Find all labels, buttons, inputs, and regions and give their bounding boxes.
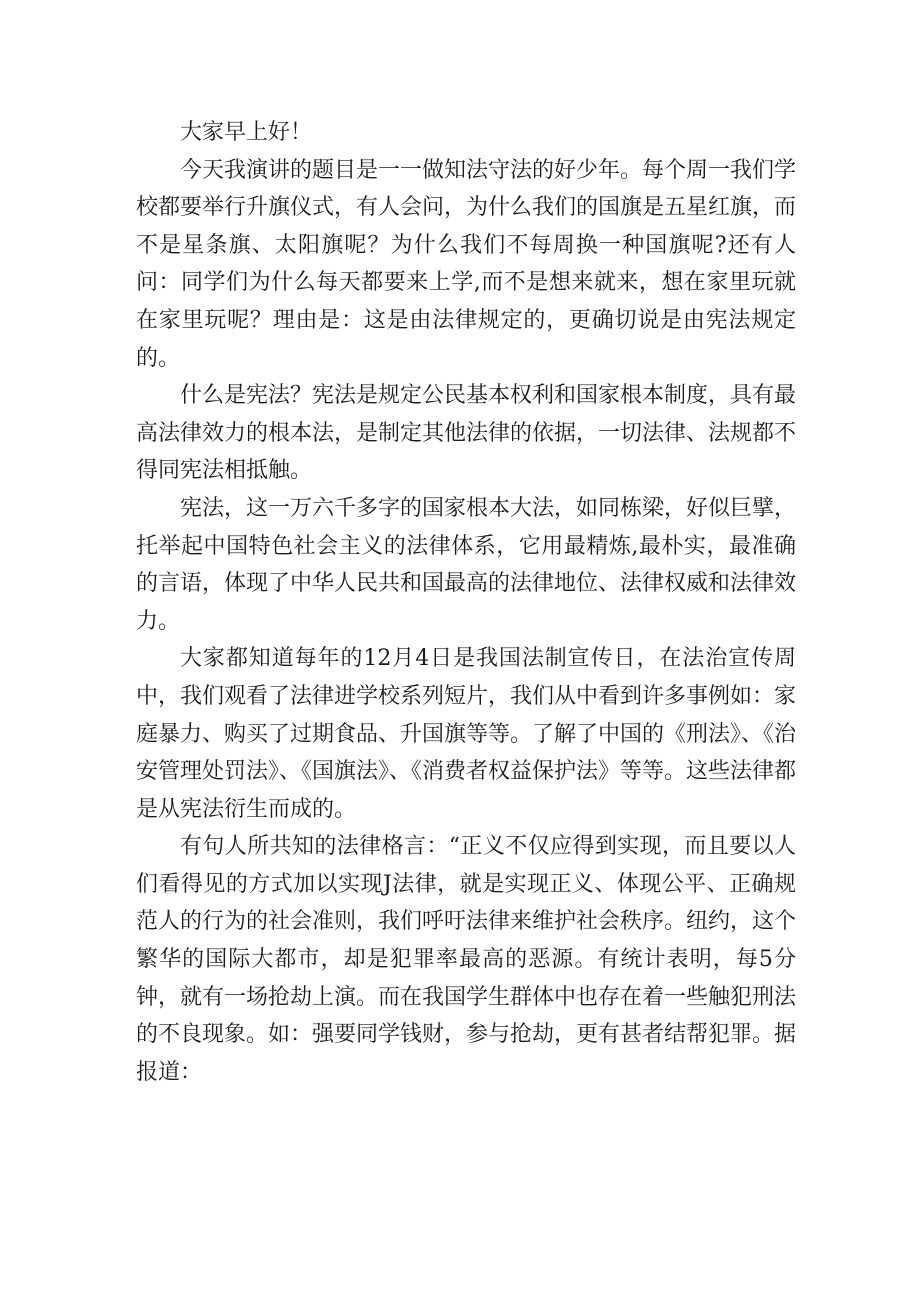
document-body bbox=[136, 114, 796, 1091]
paragraph-what-is-constitution: 什么是宪法？宪法是规定公民基本权利和国家根本制度，具有最高法律效力的根本法，是制定其他法律的依据，一切法律、法规都不得同宪法相抵触。 bbox=[136, 383, 797, 484]
paragraph-constitution-pillar: 宪法，这一万六千多字的国家根本大法，如同栋梁，好似巨擘，托举起中国特色社会主义的法律体系，它用最精炼,最朴实，最准确的言语，体现了中华人民共和国最高的法律地位、法律权威和法律效力。 bbox=[136, 495, 797, 634]
paragraph-greeting: 大家早上好！ bbox=[180, 120, 313, 145]
paragraph-legal-maxim: 有句人所共知的法律格言：“正义不仅应得到实现，而且要以人们看得见的方式加以实现J法律，就是实现正义、体现公平、正确规范人的行为的社会准则，我们呼吁法律来维护社会秩序。纽约，这个繁华的国际大都市，却是犯罪率最高的恶源。有统计表明，每5分钟，就有一场抢劫上演。而在我国学生群体中也存在着一些触犯刑法的不良现象。如：强要同学钱财，参与抢劫，更有甚者结帮犯罪。据报道： bbox=[136, 834, 797, 1085]
paragraph-speech-topic: 今天我演讲的题目是一一做知法守法的好少年。每个周一我们学校都要举行升旗仪式，有人会问，为什么我们的国旗是五星红旗，而不是星条旗、太阳旗呢？为什么我们不每周换一种国旗呢?还有人问：同学们为什么每天都要来上学,而不是想来就来，想在家里玩就在家里玩呢？理由是：这是由法律规定的，更确切说是由宪法规定的。 bbox=[136, 157, 797, 371]
paragraph-legal-publicity-day: 大家都知道每年的12月4日是我国法制宣传日，在法治宣传周中，我们观看了法律进学校系列短片，我们从中看到许多事例如：家庭暴力、购买了过期食品、升国旗等等。了解了中国的《刑法》、《治安管理处罚法》、《国旗法》、《消费者权益保护法》等等。这些法律都是从宪法衍生而成的。 bbox=[136, 646, 797, 822]
